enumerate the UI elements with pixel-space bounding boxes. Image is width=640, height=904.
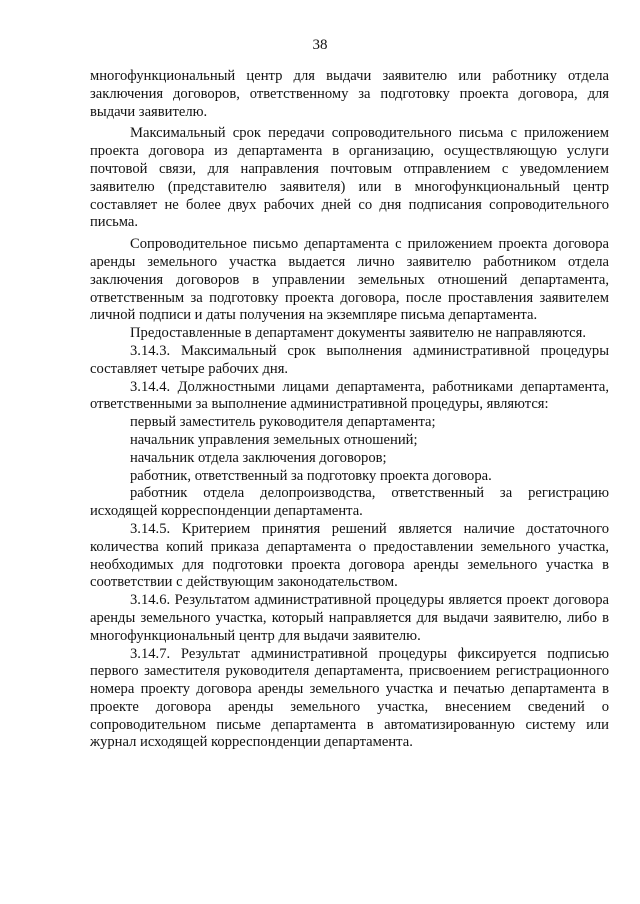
document-body (90, 68, 609, 752)
page-number: 38 (312, 37, 328, 53)
paragraph: Сопроводительное письмо департамента с приложением проекта договора аренды земельного участка выдается лично заявителю работником отдела заключения договоров в управлении земельных отношений департамента, ответственным за подготовку проекта договора, после проставления заявителем личной подписи и даты получения на экземпляре письма департамента. (90, 236, 609, 324)
paragraph: 3.14.5. Критерием принятия решений является наличие достаточного количества копий приказа департамента о предоставлении земельного участка, необходимых для подготовки проекта договора аренды земельного участка в соответствии с действующим законодательством. (90, 520, 609, 591)
paragraph: Максимальный срок передачи сопроводительного письма с приложением проекта договора из департамента в организацию, осуществляющую услуги почтовой связи, для направления почтовым отправлением с уведомлением заявителю (представителю заявителя) или в многофункциональный центр составляет не более двух рабочих дней со дня подписания сопроводительного письма. (90, 125, 609, 231)
list-item: работник, ответственный за подготовку проекта договора. (130, 467, 492, 484)
paragraph: 3.14.4. Должностными лицами департамента, работниками департамента, ответственными за выполнение административной процедуры, являются: (90, 378, 609, 413)
list-item: первый заместитель руководителя департамента; (130, 414, 436, 431)
paragraph: работник отдела делопроизводства, ответственный за регистрацию исходящей корреспонденции департамента. (90, 485, 609, 520)
paragraph: многофункциональный центр для выдачи заявителю или работнику отдела заключения договоров, ответственному за подготовку проекта договора, для выдачи заявителю. (90, 68, 609, 120)
paragraph: 3.14.6. Результатом административной процедуры является проект договора аренды земельного участка, который направляется для выдачи заявителю, либо в многофункциональный центр для выдачи заявителю. (90, 592, 609, 644)
list-item: начальник отдела заключения договоров; (130, 449, 387, 466)
paragraph: 3.14.3. Максимальный срок выполнения административной процедуры составляет четыре рабочих дня. (90, 342, 609, 377)
paragraph: 3.14.7. Результат административной процедуры фиксируется подписью первого заместителя руководителя департамента, присвоением регистрационного номера проекту договора аренды земельного участка и печатью департамента в проекте договора аренды земельного участка, внесением сведений о сопроводительном письме департамента в автоматизированную систему или журнал исходящей корреспонденции департамента. (90, 645, 609, 751)
list-item: начальник управления земельных отношений; (130, 431, 418, 448)
paragraph: Предоставленные в департамент документы заявителю не направляются. (130, 325, 586, 342)
